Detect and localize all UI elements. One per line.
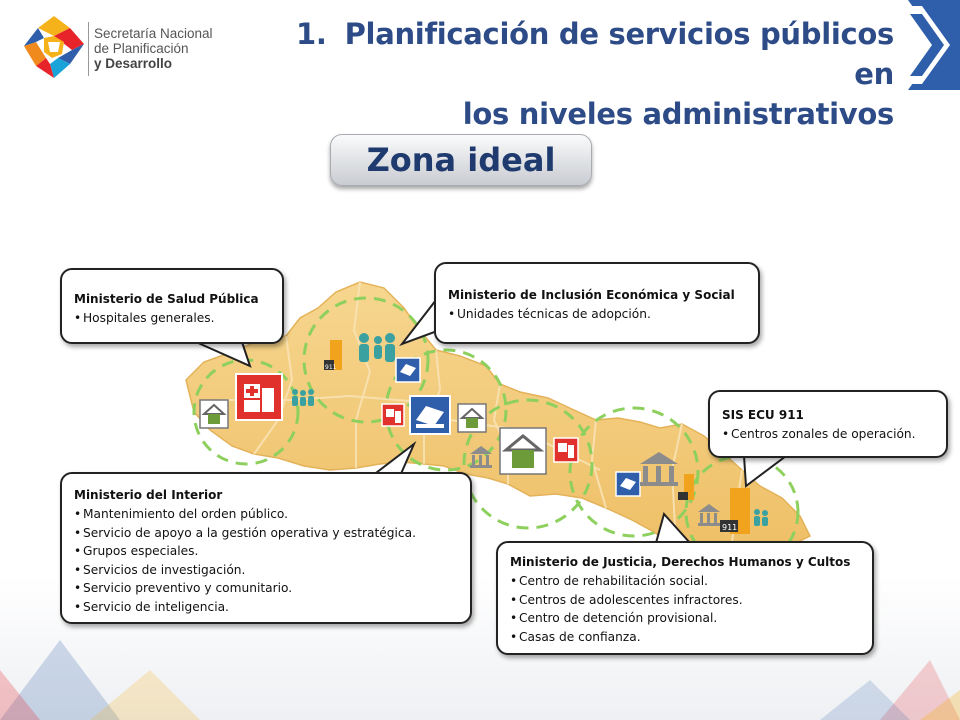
callout-justicia-title: Ministerio de Justicia, Derechos Humanos y Cultos [510,555,851,569]
list-item: • Centros zonales de operación. [722,425,936,444]
logo-line-3: y Desarrollo [94,56,173,71]
title-number: 1. [295,17,327,51]
police-icon [616,472,640,496]
callout-inclusion [434,262,760,344]
logo-line-2: de Planificación [94,41,189,56]
callout-interior-title: Ministerio del Interior [74,488,223,502]
list-item: • Grupos especiales. [74,542,460,561]
hospital-icon [554,438,578,462]
rehabilitation-house-icon [200,400,228,428]
title-line-1: Planificación de servicios públicos en [344,17,894,91]
police-icon [410,396,450,434]
list-item: • Servicios de investigación. [74,561,460,580]
hospital-icon [236,374,282,420]
rehabilitation-house-icon [458,404,486,432]
list-item: • Mantenimiento del orden público. [74,505,460,524]
police-icon [396,358,420,382]
list-item: • Centro de detención provisional. [510,609,862,628]
rehabilitation-house-icon [500,428,546,474]
callout-inclusion-title: Ministerio de Inclusión Económica y Social [448,288,735,302]
list-item: • Centro de rehabilitación social. [510,572,862,591]
list-item: • Unidades técnicas de adopción. [448,305,748,324]
hospital-icon [382,404,404,426]
list-item: • Servicio de apoyo a la gestión operativa y estratégica. [74,524,460,543]
list-item: • Casas de confianza. [510,628,862,647]
family-icon [359,333,395,362]
title-line-2: los niveles administrativos [462,97,894,131]
ecu911-label: 911 [722,523,738,532]
callout-salud-title: Ministerio de Salud Pública [74,292,259,306]
list-item: • Centros de adolescentes infractores. [510,591,862,610]
callout-ecu911-title: SIS ECU 911 [722,408,804,422]
callout-salud [60,268,284,344]
list-item: • Hospitales generales. [74,309,272,328]
list-item: • Servicio de inteligencia. [74,598,460,617]
ecu911-label: 911 [325,364,337,371]
callout-ecu911 [708,390,948,458]
logo-line-1: Secretaría Nacional [94,26,213,41]
bottom-decoration [0,600,960,720]
list-item: • Servicio preventivo y comunitario. [74,579,460,598]
zona-ideal-button[interactable]: Zona ideal [330,134,592,186]
family-icon [292,389,314,406]
